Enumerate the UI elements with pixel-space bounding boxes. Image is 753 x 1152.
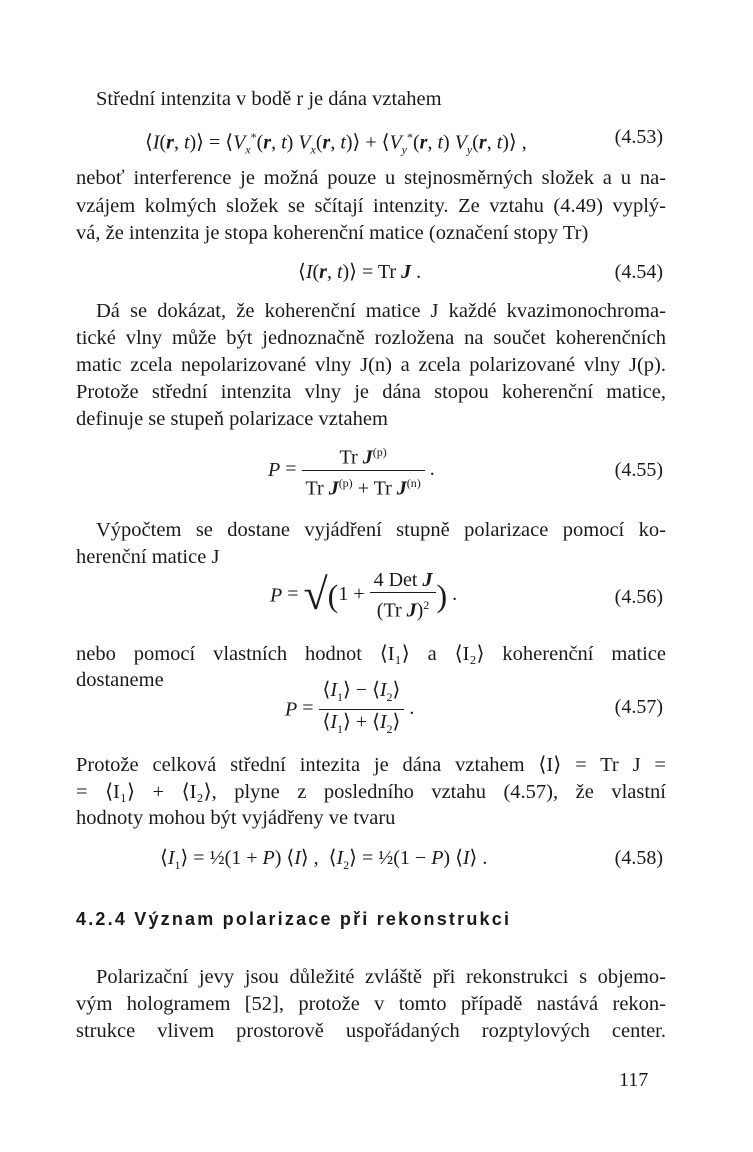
equation-4-58: $⟨I_1⟩$ = ½(1 + P) ⟨I⟩ , $⟨I_2⟩$ = ½(1 − P) ⟨I⟩ .	[160, 847, 488, 872]
text-line: hodnoty mohou být vyjádřeny ve tvaru	[76, 807, 396, 829]
section-heading: 4.2.4 Význam polarizace při rekonstrukci	[76, 909, 512, 929]
text-line: neboť interference je možná pouze u stejnosměrných složek a u na-	[76, 167, 666, 189]
text-line: definuje se stupeň polarizace vztahem	[76, 408, 388, 430]
page-number: 117	[619, 1069, 649, 1091]
equation-number: (4.55)	[614, 459, 663, 481]
equation-4-56: P = √(1 + $\frac{\text{4 Det J}}{(Tr J)^2}$ ) .	[270, 569, 458, 622]
text-line: Střední intenzita v bodě r je dána vztahem	[96, 88, 442, 110]
text-line: tické vlny může být jednoznačně rozložena na součet koherenčních	[76, 327, 666, 349]
equation-number: (4.54)	[614, 261, 663, 283]
equation-number: (4.53)	[614, 126, 663, 148]
equation-number: (4.56)	[614, 586, 663, 608]
text-line: matic zcela nepolarizované vlny J(n) a zcela polarizované vlny J(p).	[76, 354, 666, 376]
equation-4-54: ⟨I(r, t)⟩ = Tr J .	[298, 261, 422, 283]
text-line: herenční matice J	[76, 546, 220, 568]
text-line: dostaneme	[76, 669, 164, 691]
text-line: Výpočtem se dostane vyjádření stupně polarizace pomocí ko-	[96, 519, 666, 541]
text-line: vým hologramem [52], protože v tomto případě nastává rekon-	[76, 993, 666, 1015]
text-line: vá, že intenzita je stopa koherenční matice (označení stopy Tr)	[76, 222, 589, 244]
equation-number: (4.58)	[614, 847, 663, 869]
equation-4-57: P = $\frac{⟨I_1⟩ - ⟨I_2⟩}{⟨I_1⟩ + ⟨I_2⟩}$ .	[285, 679, 415, 736]
text-line: vzájem kolmých složek se sčítají intenzity. Ze vztahu (4.49) vyplý-	[76, 195, 666, 217]
text-line: Protože střední intenzita vlny je dána stopou koherenční matice,	[76, 381, 666, 403]
text-line: Dá se dokázat, že koherenční matice J každé kvazimonochroma-	[96, 300, 666, 322]
text-line: nebo pomocí vlastních hodnot ⟨I₁⟩ a ⟨I₂⟩ koherenční matice	[76, 643, 666, 665]
text-line: Polarizační jevy jsou důležité zvláště při rekonstrukci s objemo-	[96, 966, 666, 988]
equation-4-53: ⟨I(r, t)⟩ = $⟨V_x^*(r$, t) $V_x(r$, t)⟩ + $⟨V_y^*(r$, t) $V_y(r$, t)⟩ ,	[145, 130, 527, 157]
text-line: Protože celková střední intezita je dána vztahem ⟨I⟩ = Tr J =	[76, 754, 666, 776]
text-line: = ⟨I₁⟩ + ⟨I₂⟩, plyne z posledního vztahu (4.57), že vlastní	[76, 781, 666, 803]
equation-4-55: P = $\frac{Tr J^{(p)}}{Tr J^{(p)} + Tr J^{(n)}}$ .	[268, 440, 435, 500]
equation-number: (4.57)	[614, 696, 663, 718]
text-line: strukce vlivem prostorově uspořádaných rozptylových center.	[76, 1020, 666, 1042]
